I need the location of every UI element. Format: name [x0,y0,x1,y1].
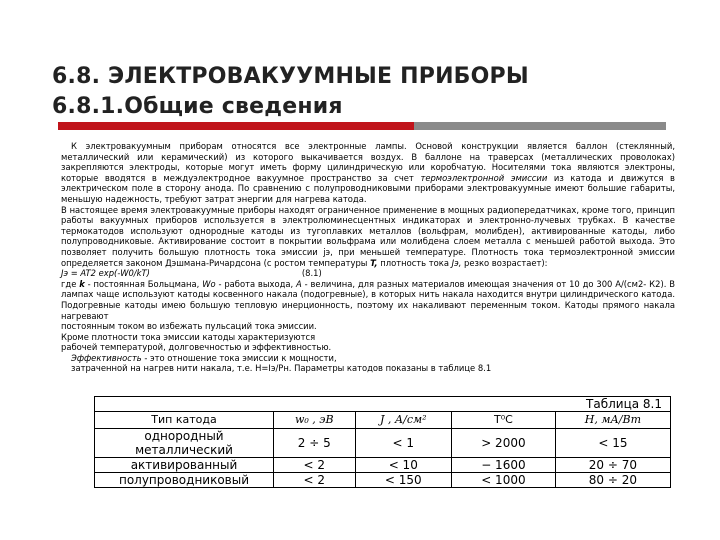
title-line-1: 6.8. ЭЛЕКТРОВАКУУМНЫЕ ПРИБОРЫ [52,64,529,89]
formula-8-1: Jэ = AT2 exp(-W0/kT) (8.1) [61,268,322,279]
emphasis-efficiency: Эффективность [71,352,142,363]
paragraph-3: где k - постоянная Больцмана, Wo - работа выхода, A - величина, для разных материалов имеющая значения от 10 до 300 А/(см2- К2). В лампах чаще используют катоды косвенного накала (подогревные), в которых нить накала находится внутри цилиндрического катода. Подогревные катоды имею большую тепловую инерционность, поэтому их накаливают переменным током. Катоды прямого накала нагревают [61,278,675,321]
table-cell: < 10 [355,458,451,473]
body-text [61,141,675,374]
table-cell: < 15 [555,429,670,458]
table-cell: < 2 [274,458,356,473]
title-rule-red [58,122,414,130]
header-current-density: J , А/см² [355,412,451,429]
header-work-function: w₀ , эВ [274,412,356,429]
header-cathode-type: Тип катода [95,412,274,429]
line-5: Кроме плотности тока эмиссии катоды характеризуются [61,331,316,342]
page-title [52,62,529,122]
paragraph-1: К электровакуумным приборам относятся все электронные лампы. Основой конструкции является баллон (стеклянный, металлический или керамический) из которого выкачивается воздух. В баллоне на траверсах (металлических проволоках) закрепляются электроды, которые могут иметь форму цилиндрическую или коробчатую. Носителями тока являются электроны, которые вводятся в междуэлектродное вакуумное пространство за счет термоэлектронной эмиссии из катода и движутся в электрическом поле в сторону анода. По сравнению с полупроводниковыми приборами электровакуумные имеют большие габариты, меньшую надежность, требуют затрат энергии для нагрева катода. [61,141,675,204]
cathode-table [94,396,671,488]
table-header-row [95,412,671,429]
title-rule-gray [414,122,666,130]
line-7: Эффективность - это отношение тока эмиссии к мощности, [71,352,337,363]
cathode-params-table [94,411,671,488]
table-cell: полупроводниковый [95,473,274,488]
header-efficiency: H, мА/Вт [555,412,670,429]
line-4: постоянным током во избежать пульсаций тока эмиссии. [61,321,317,332]
line-6: рабочей температурой, долговечностью и эффективностью. [61,342,332,353]
table-cell: − 1600 [452,458,556,473]
line-8: затраченной на нагрев нити накала, т.е. H=Iэ/Pн. Параметры катодов показаны в таблице 8.1 [71,363,492,374]
paragraph-2: В настоящее время электровакуумные приборы находят ограниченное применение в мощных радиопередатчиках, кроме того, принцип работы вакуумных приборов используется в электролюминесцентных индикаторах и электронно-лучевых трубках. В качестве термокатодов используют однородные катоды из тугоплавких металлов (вольфрам, молибден), активированные катоды, либо полупроводниковые. Активирование состоит в покрытии вольфрама или молибдена слоем металла с меньшей работой выхода. Это позволяет получить большую плотность тока эмиссии jэ, при меньшей температуре. Плотность тока термоэлектронной эмиссии определяется законом Дэшмана-Ричардсона (с ростом температуры T, плотность тока Jэ, резко возрастает): [61,204,675,268]
table-cell: > 2000 [452,429,556,458]
table-row [95,429,671,458]
table-cell: 20 ÷ 70 [555,458,670,473]
table-row [95,473,671,488]
table-cell: < 1 [355,429,451,458]
table-cell: активированный [95,458,274,473]
formula-number: (8.1) [301,268,322,279]
table-cell: < 2 [274,473,356,488]
table-caption: Таблица 8.1 [94,396,671,411]
table-row [95,458,671,473]
table-cell: < 150 [355,473,451,488]
emphasis-thermionic: термоэлектронной эмиссии [420,172,548,183]
table-cell: однородный металлический [95,429,274,458]
title-line-2: 6.8.1.Общие сведения [52,94,343,119]
header-temperature: T⁰C [452,412,556,429]
table-cell: 80 ÷ 20 [555,473,670,488]
table-cell: 2 ÷ 5 [274,429,356,458]
table-cell: < 1000 [452,473,556,488]
